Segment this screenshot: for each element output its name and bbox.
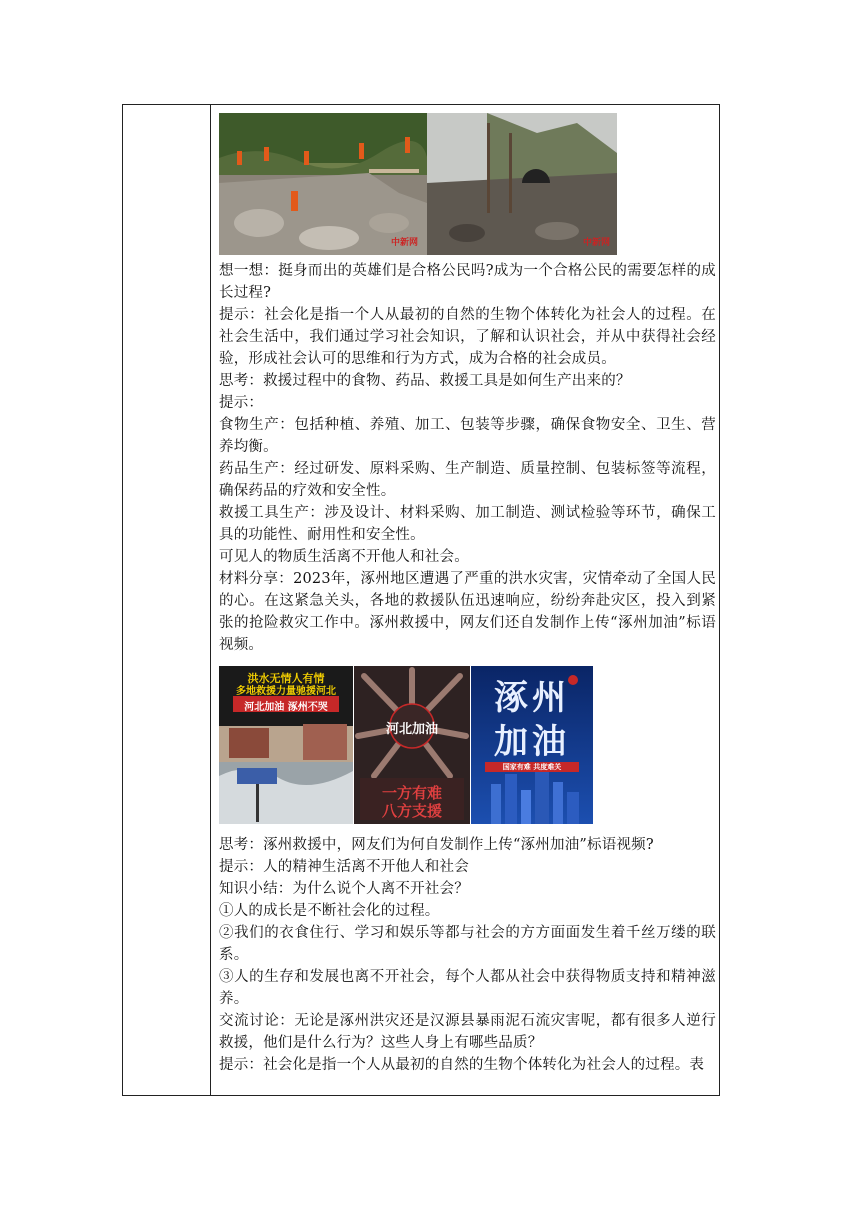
paragraph: 可见人的物质生活离不开他人和社会。: [219, 549, 469, 565]
text-block-b: [219, 834, 716, 1076]
poster-title-2: 加油: [494, 722, 570, 762]
text-block-a: [219, 260, 716, 656]
paragraph: 知识小结：为什么说个人离不开社会？: [219, 881, 469, 897]
content-cell: [219, 113, 716, 1076]
paragraph: 提示：社会化是指一个人从最初的自然的生物个体转化为社会人的过程。在社会生活中，我们通过学习社会知识，了解和认识社会，并从中获得社会经验，形成社会认可的思维和行为方式，成为合格的社会成员。: [219, 307, 716, 367]
rescue-photo-2: [427, 113, 617, 255]
paragraph: ①人的成长是不断社会化的过程。: [219, 903, 440, 919]
watermark: 中新网: [583, 238, 611, 248]
paragraph: 思考：救援过程中的食物、药品、救援工具是如何生产出来的？: [219, 373, 631, 389]
poster-small-text: 国家有难 共度难关: [485, 762, 579, 772]
poster-zhuozhou: [471, 666, 593, 824]
poster-hands: [354, 666, 470, 824]
paragraph: 材料分享：2023年，涿州地区遭遇了严重的洪水灾害，灾情牵动了全国人民的心。在这紧急关头，各地的救援队伍迅速响应，纷纷奔赴灾区，投入到紧张的抢险救灾工作中。涿州救援中，网友们还自发制作上传“涿州加油”标语视频。: [219, 571, 716, 653]
column-divider: [210, 105, 211, 1095]
paragraph: ③人的生存和发展也离不开社会，每个人都从社会中获得物质支持和精神滋养。: [219, 969, 716, 1007]
paragraph: 想一想：挺身而出的英雄们是合格公民吗?成为一个合格公民的需要怎样的成长过程?: [219, 263, 716, 301]
watermark: 中新网: [391, 238, 419, 248]
lesson-table: [122, 104, 720, 1096]
paragraph: ②我们的衣食住行、学习和娱乐等都与社会的方方面面发生着千丝万缕的联系。: [219, 925, 716, 963]
paragraph: 提示：社会化是指一个人从最初的自然的生物个体转化为社会人的过程。表: [219, 1057, 705, 1073]
poster-center-text: 河北加油: [385, 722, 438, 737]
paragraph: 交流讨论：无论是涿州洪灾还是汉源县暴雨泥石流灾害呢，都有很多人逆行救援，他们是什么行为？这些人身上有哪些品质？: [219, 1013, 716, 1051]
poster-line-1: 洪水无情人有情: [247, 672, 325, 685]
paragraph: 思考：涿州救援中，网友们为何自发制作上传“涿州加油”标语视频?: [219, 837, 654, 853]
poster-images: [219, 666, 716, 824]
poster-flood: [219, 666, 353, 824]
poster-line-3: 河北加油 涿州不哭: [244, 702, 328, 713]
poster-title-1: 涿州: [494, 678, 570, 718]
paragraph: 提示：人的精神生活离不开他人和社会: [219, 859, 469, 875]
poster-bottom-2: 八方支援: [381, 802, 442, 820]
poster-bottom-1: 一方有难: [381, 784, 442, 802]
paragraph: 食物生产：包括种植、养殖、加工、包装等步骤，确保食物安全、卫生、营养均衡。: [219, 417, 716, 455]
rescue-photo-1: [219, 113, 427, 255]
paragraph: 救援工具生产：涉及设计、材料采购、加工制造、测试检验等环节，确保工具的功能性、耐用性和安全性。: [219, 505, 716, 543]
top-images: [219, 113, 716, 255]
paragraph: 药品生产：经过研发、原料采购、生产制造、质量控制、包装标签等流程，确保药品的疗效和安全性。: [219, 461, 716, 499]
poster-line-2: 多地救援力量驰援河北: [236, 686, 336, 697]
paragraph: 提示：: [219, 395, 264, 411]
